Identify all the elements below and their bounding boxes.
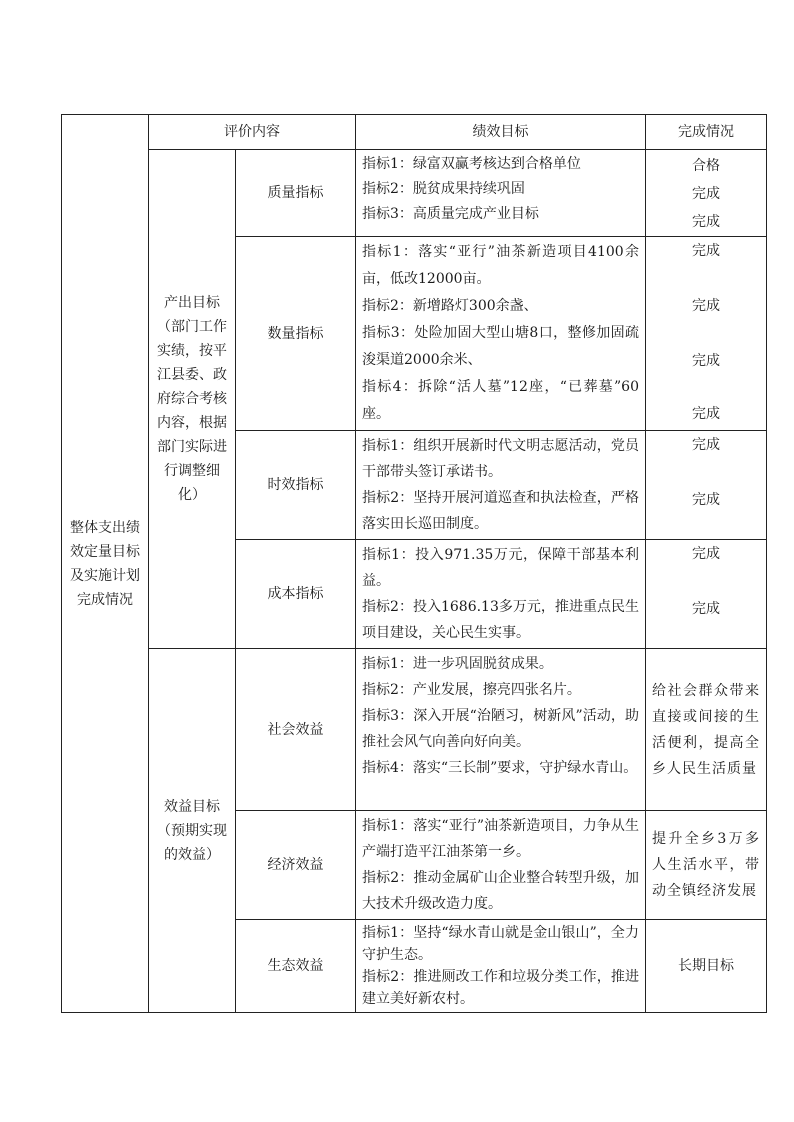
indicator-item: 指标1：进一步巩固脱贫成果。 (362, 656, 553, 672)
cost-name: 成本指标 (236, 540, 356, 649)
indicator-item: 指标2：投入1686.13多万元，推进重点民生项目建设，关心民生实事。 (362, 599, 639, 641)
indicator-item: 指标4：拆除“活人墓”12座，“已葬墓”60座。 (362, 379, 639, 422)
social-status: 给社会群众带来直接或间接的生活便利，提高全乡人民生活质量 (646, 649, 767, 811)
status-item: 完成 (692, 353, 720, 369)
side-label-cell (62, 115, 149, 1013)
indicator-item: 指标3：处险加固大型山塘8口，整修加固疏浚渠道2000余米、 (362, 325, 639, 368)
ecological-items (356, 920, 646, 1013)
social-name: 社会效益 (236, 649, 356, 811)
social-row (62, 649, 767, 811)
ecological-status: 长期目标 (646, 920, 767, 1013)
output-label: 产出目标（部门工作实绩，按平江县委、政府综合考核内容，根据部门实际进行调整细化） (149, 150, 236, 649)
quantity-items (356, 237, 646, 431)
status-item: 完成 (692, 243, 720, 259)
header-row (62, 115, 767, 150)
status-item: 完成 (692, 298, 720, 314)
header-content: 评价内容 (149, 115, 356, 150)
timeliness-items (356, 431, 646, 540)
indicator-item: 指标3：深入开展“治陋习，树新风”活动，助推社会风气向善向好向美。 (362, 708, 639, 750)
indicator-item: 指标1：落实“亚行”油茶新造项目，力争从生产端打造平江油茶第一乡。 (362, 818, 639, 860)
indicator-item: 指标2：新增路灯300余盏、 (362, 298, 538, 314)
cost-items (356, 540, 646, 649)
quantity-status (646, 237, 767, 431)
performance-table (61, 114, 767, 1013)
quality-name: 质量指标 (236, 150, 356, 237)
indicator-item: 指标2：坚持开展河道巡查和执法检查，严格落实田长巡田制度。 (362, 490, 639, 532)
social-items (356, 649, 646, 811)
status-item: 完成 (692, 406, 720, 422)
ecological-name: 生态效益 (236, 920, 356, 1013)
status-item: 完成 (692, 546, 720, 562)
timeliness-status (646, 431, 767, 540)
indicator-item: 指标3：高质量完成产业目标 (362, 206, 539, 222)
indicator-item: 指标2：脱贫成果持续巩固 (362, 181, 525, 197)
quality-items (356, 150, 646, 237)
status-item: 完成 (692, 437, 720, 453)
status-item: 完成 (692, 601, 720, 617)
indicator-item: 指标1：落实“亚行”油茶新造项目4100余亩，低改12000亩。 (362, 244, 639, 287)
indicator-item: 指标1：绿富双赢考核达到合格单位 (362, 156, 581, 172)
indicator-item: 指标1：组织开展新时代文明志愿活动，党员干部带头签订承诺书。 (362, 438, 639, 480)
status-item: 完成 (692, 186, 720, 202)
header-goal: 绩效目标 (356, 115, 646, 150)
header-status: 完成情况 (646, 115, 767, 150)
status-item: 完成 (692, 492, 720, 508)
cost-status (646, 540, 767, 649)
indicator-item: 指标4：落实“三长制”要求，守护绿水青山。 (362, 760, 638, 776)
economic-status: 提升全乡3万多人生活水平，带动全镇经济发展 (646, 811, 767, 920)
indicator-item: 指标2：产业发展，擦亮四张名片。 (362, 682, 581, 698)
status-item: 完成 (692, 214, 720, 230)
economic-items (356, 811, 646, 920)
benefit-label: 效益目标（预期实现的效益） (149, 649, 236, 1013)
indicator-item: 指标1：坚持“绿水青山就是金山银山”，全力守护生态。 (362, 925, 639, 963)
quality-status (646, 150, 767, 237)
economic-name: 经济效益 (236, 811, 356, 920)
indicator-item: 指标1：投入971.35万元，保障干部基本利益。 (362, 547, 639, 589)
quantity-name: 数量指标 (236, 237, 356, 431)
timeliness-name: 时效指标 (236, 431, 356, 540)
indicator-item: 指标2：推动金属矿山企业整合转型升级，加大技术升级改造力度。 (362, 870, 639, 912)
side-label: 整体支出绩效定量目标及实施计划完成情况 (70, 519, 140, 608)
quality-row (62, 150, 767, 237)
status-item: 合格 (692, 158, 720, 174)
indicator-item: 指标2：推进厕改工作和垃圾分类工作，推进建立美好新农村。 (362, 969, 639, 1007)
